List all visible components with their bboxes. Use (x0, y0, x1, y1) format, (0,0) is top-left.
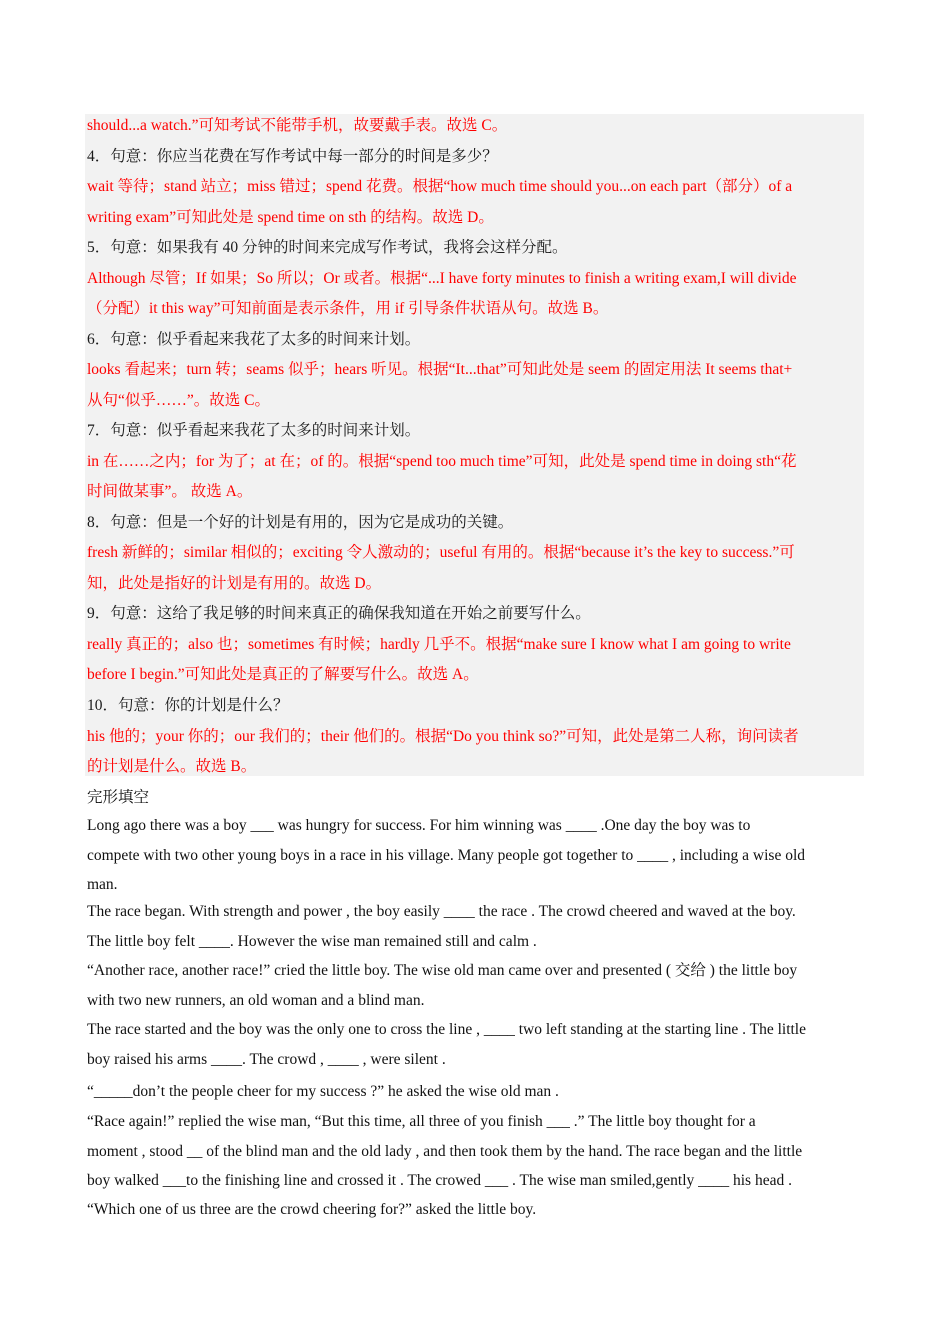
cloze-paragraph-3 (87, 961, 867, 1020)
cloze-paragraph-2 (87, 902, 867, 961)
text-line: The race began. With strength and power , the boy easily ____ the race . The crowd cheered and waved at the boy. (87, 903, 796, 920)
cloze-paragraph-4 (87, 1020, 867, 1081)
text-line: with two new runners, an old woman and a blind man. (87, 991, 425, 1009)
answer-line: fresh 新鲜的；similar 相似的；exciting 令人激动的；useful 有用的。根据“because it’s the key to success.”可 (87, 544, 795, 561)
answer-line: Although 尽管；If 如果；So 所以；Or 或者。根据“...I have forty minutes to finish a writing exam,I will divide (87, 270, 797, 287)
question-line: 8．句意：但是一个好的计划是有用的，因为它是成功的关键。 (87, 514, 514, 531)
text-line: compete with two other young boys in a race in his village. Many people got together to ____ , including a wise old (87, 846, 806, 864)
text-line: boy walked ___to the finishing line and crossed it . The crowed ___ . The wise man smiled,gently ____ his head . (87, 1172, 792, 1189)
text-line: Long ago there was a boy ___ was hungry for success. For him winning was ____ .One day the boy was to (87, 817, 751, 834)
answer-line: 从句“似乎……”。故选 C。 (87, 392, 270, 409)
text-line: “Another race, another race!” cried the little boy. The wise old man came over and presented ( 交给 ) the little boy (87, 962, 798, 979)
text-line: “Which one of us three are the crowd cheering for?” asked the little boy. (87, 1201, 537, 1218)
cloze-paragraph-5 (87, 1082, 867, 1112)
answer-line: （分配）it this way”可知前面是表示条件，用 if 引导条件状语从句。故选 B。 (87, 300, 609, 317)
answer-line: should...a watch.”可知考试不能带手机，故要戴手表。故选 C。 (87, 117, 508, 134)
answer-line: 的计划是什么。故选 B。 (87, 758, 257, 775)
text-line: man. (87, 876, 118, 893)
cloze-paragraph-1 (87, 816, 867, 905)
text-line: moment , stood __ of the blind man and the old lady , and then took them by the hand. The race began and the little (87, 1142, 803, 1160)
cloze-title-text: 完形填空 (87, 789, 150, 806)
cloze-paragraph-6 (87, 1112, 867, 1201)
text-line: boy raised his arms ____. The crowd , ____ , were silent . (87, 1050, 446, 1068)
cloze-title (87, 788, 867, 818)
answer-line: before I begin.”可知此处是真正的了解要写什么。故选 A。 (87, 666, 479, 683)
question-line: 6．句意：似乎看起来我花了太多的时间来计划。 (87, 331, 421, 348)
answer-line: writing exam”可知此处是 spend time on sth 的结构。故选 D。 (87, 209, 494, 226)
question-line: 5．句意：如果我有 40 分钟的时间来完成写作考试，我将会这样分配。 (87, 239, 568, 256)
text-line: The little boy felt ____. However the wise man remained still and calm . (87, 932, 537, 950)
answer-line: looks 看起来；turn 转；seams 似乎；hears 听见。根据“It...that”可知此处是 seem 的固定用法 It seems that+ (87, 361, 793, 378)
answer-line: 知，此处是指好的计划是有用的。故选 D。 (87, 575, 382, 592)
answer-line: wait 等待；stand 站立；miss 错过；spend 花费。根据“how much time should you...on each part（部分）of a (87, 178, 793, 195)
answer-line: really 真正的；also 也；sometimes 有时候；hardly 几乎不。根据“make sure I know what I am going to write (87, 636, 791, 653)
answer-line: in 在……之内；for 为了；at 在；of 的。根据“spend too much time”可知，此处是 spend time in doing sth“花 (87, 453, 797, 470)
text-line: “Race again!” replied the wise man, “But this time, all three of you finish ___ .” The little boy thought for a (87, 1113, 756, 1130)
question-line: 4．句意：你应当花费在写作考试中每一部分的时间是多少？ (87, 148, 498, 165)
text-line: “_____don’t the people cheer for my success ?” he asked the wise old man . (87, 1083, 559, 1100)
answer-line: 时间做某事”。 故选 A。 (87, 483, 253, 500)
answer-line: his 他的；your 你的；our 我们的；their 他们的。根据“Do you think so?”可知，此处是第二人称，询问读者 (87, 728, 799, 745)
cloze-paragraph-7 (87, 1200, 867, 1230)
question-line: 7．句意：似乎看起来我花了太多的时间来计划。 (87, 422, 421, 439)
text-line: The race started and the boy was the only one to cross the line , ____ two left standing at the starting line . The little (87, 1021, 806, 1038)
question-line: 9．句意：这给了我足够的时间来真正的确保我知道在开始之前要写什么。 (87, 605, 591, 622)
question-line: 10．句意：你的计划是什么？ (87, 697, 289, 714)
